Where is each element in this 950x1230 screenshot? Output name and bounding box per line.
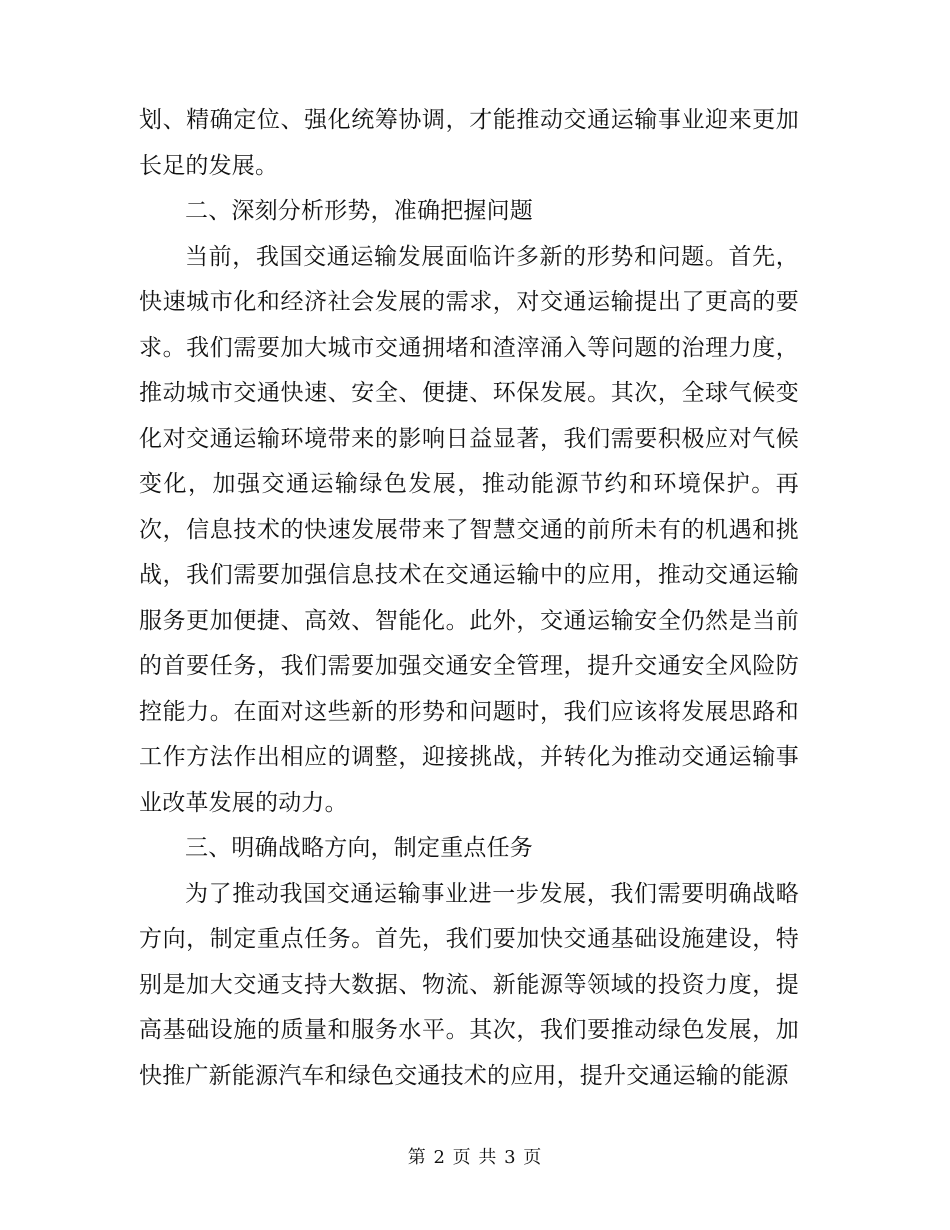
section-heading-3: 三、明确战略方向，制定重点任务: [185, 835, 533, 861]
paragraph-situation-analysis: 当前，我国交通运输发展面临许多新的形势和问题。首先，快速城市化和经济社会发展的需求，对交通运输提出了更高的要求。我们需要加大城市交通拥堵和渣滓涌入等问题的治理力度，推动城市交通快速、安全、便捷、环保发展。其次，全球气候变化对交通运输环境带来的影响日益显著，我们需要积极应对气候变化，加强交通运输绿色发展，推动能源节约和环境保护。再次，信息技术的快速发展带来了智慧交通的前所未有的机遇和挑战，我们需要加强信息技术在交通运输中的应用，推动交通运输服务更加便捷、高效、智能化。此外，交通运输安全仍然是当前的首要任务，我们需要加强交通安全管理，提升交通安全风险防控能力。在面对这些新的形势和问题时，我们应该将发展思路和工作方法作出相应的调整，迎接挑战，并转化为推动交通运输事业改革发展的动力。: [139, 243, 799, 816]
paragraph-continuation: 划、精确定位、强化统筹协调，才能推动交通运输事业迎来更加长足的发展。: [139, 107, 799, 179]
section-heading-2: 二、深刻分析形势，准确把握问题: [185, 198, 533, 224]
paragraph-strategic-tasks: 为了推动我国交通运输事业进一步发展，我们需要明确战略方向，制定重点任务。首先，我们要加快交通基础设施建设，特别是加大交通支持大数据、物流、新能源等领域的投资力度，提高基础设施的质量和服务水平。其次，我们要推动绿色发展，加快推广新能源汽车和绿色交通技术的应用，提升交通运输的能源: [139, 880, 799, 1089]
page-number-footer: 第 2 页 共 3 页: [407, 1147, 543, 1168]
document-body: [139, 98, 799, 1099]
